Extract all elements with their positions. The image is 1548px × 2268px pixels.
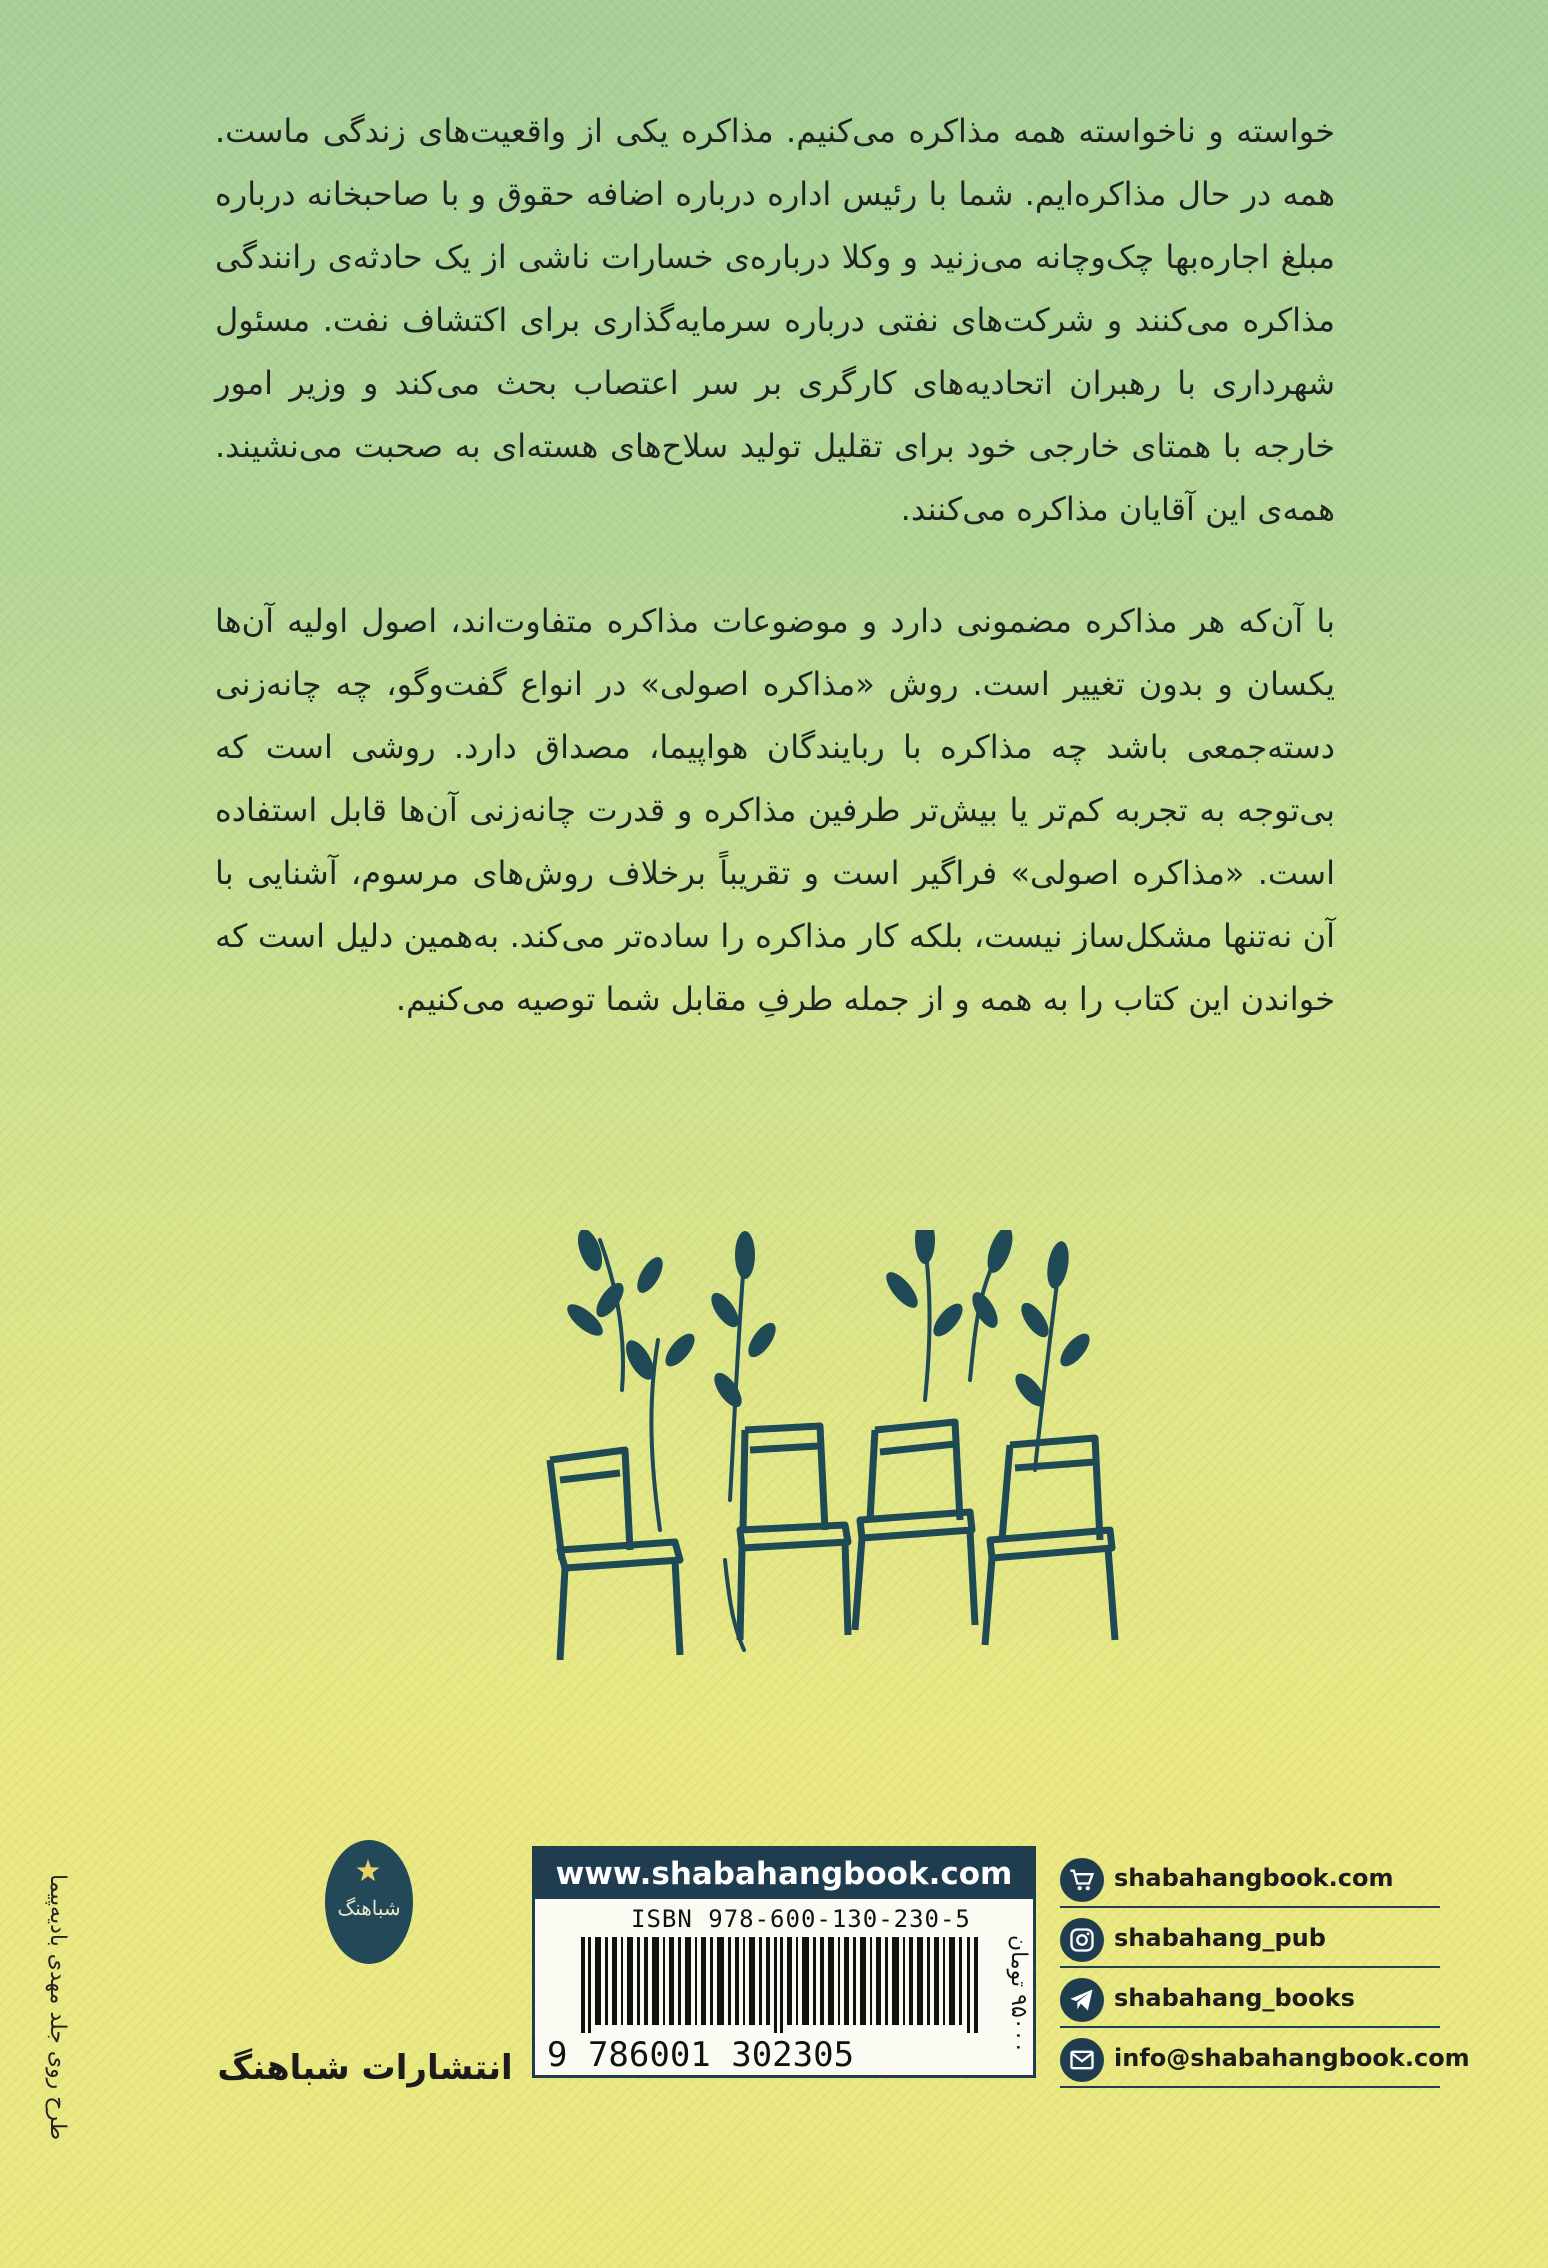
star-icon: [355, 1858, 381, 1884]
isbn-label: ISBN 978-600-130-230-5: [631, 1905, 971, 1933]
social-label: shabahangbook.com: [1114, 1864, 1394, 1892]
telegram-icon: [1060, 1978, 1104, 2022]
chairs-and-plants-illustration: [530, 1230, 1130, 1660]
shopping-cart-icon: [1060, 1858, 1104, 1902]
cover-design-credit: طرح روی جلد مهدی بادیه‌پیما: [45, 1873, 70, 2140]
social-links: [1060, 1848, 1470, 2088]
social-row-telegram[interactable]: [1060, 1968, 1440, 2028]
publisher-name: انتشارات شباهنگ: [217, 2048, 513, 2088]
publisher-logo: [215, 1840, 515, 2100]
instagram-icon: [1060, 1918, 1104, 1962]
social-label: shabahang_pub: [1114, 1924, 1326, 1952]
social-row-shop[interactable]: [1060, 1848, 1440, 1908]
logo-script-text: شباهنگ: [337, 1896, 401, 1920]
website-banner[interactable]: www.shabahangbook.com: [535, 1849, 1033, 1899]
social-label: info@shabahangbook.com: [1114, 2044, 1470, 2072]
blurb-paragraph-1: خواسته و ناخواسته همه مذاکره می‌کنیم. مذاکره یکی از واقعیت‌های زندگی ماست. همه در حال مذاکره‌ایم. شما با رئیس اداره درباره اضافه حقوق و با صاحبخانه درباره مبلغ اجاره‌بها چک‌وچانه می‌زنید و وکلا درباره‌ی خسارات ناشی از یک حادثه‌ی رانندگی مذاکره می‌کنند و شرکت‌های نفتی درباره سرمایه‌گذاری برای اکتشاف نفت. مسئول شهرداری با رهبران اتحادیه‌های کارگری بر سر اعتصاب بحث می‌کند و وزیر امور خارجه با همتای خارجی خود برای تقلیل تولید سلاح‌های هسته‌ای به صحبت می‌نشیند. همه‌ی این آقایان مذاکره می‌کنند.: [215, 112, 1335, 528]
social-label: shabahang_books: [1114, 1984, 1355, 2012]
blurb-paragraph-2: با آن‌که هر مذاکره مضمونی دارد و موضوعات مذاکره متفاوت‌اند، اصول اولیه آن‌ها یکسان و بدون تغییر است. روش «مذاکره اصولی» در انواع گفت‌وگو، چه چانه‌زنی دسته‌جمعی باشد چه مذاکره با ربایندگان هواپیما، مصداق دارد. روشی است که بی‌توجه به تجربه کم‌تر یا بیش‌تر طرفین مذاکره و قدرت چانه‌زنی آن‌ها قابل استفاده است. «مذاکره اصولی» فراگیر است و تقریباً برخلاف روش‌های مرسوم، آشنایی با آن نه‌تنها مشکل‌ساز نیست، بلکه کار مذاکره را ساده‌تر می‌کند. به‌همین دلیل است که خواندن این کتاب را به همه و از جمله طرفِ مقابل شما توصیه می‌کنیم.: [215, 602, 1335, 1018]
barcode-icon: [581, 1937, 981, 2033]
social-row-email[interactable]: [1060, 2028, 1470, 2088]
barcode-number: 9 786001 302305: [547, 2035, 855, 2075]
email-icon: [1060, 2038, 1104, 2082]
barcode-panel: [532, 1846, 1036, 2078]
price-label: ۹۵۰۰۰ تومان: [1006, 1934, 1031, 2054]
social-row-instagram[interactable]: [1060, 1908, 1440, 1968]
